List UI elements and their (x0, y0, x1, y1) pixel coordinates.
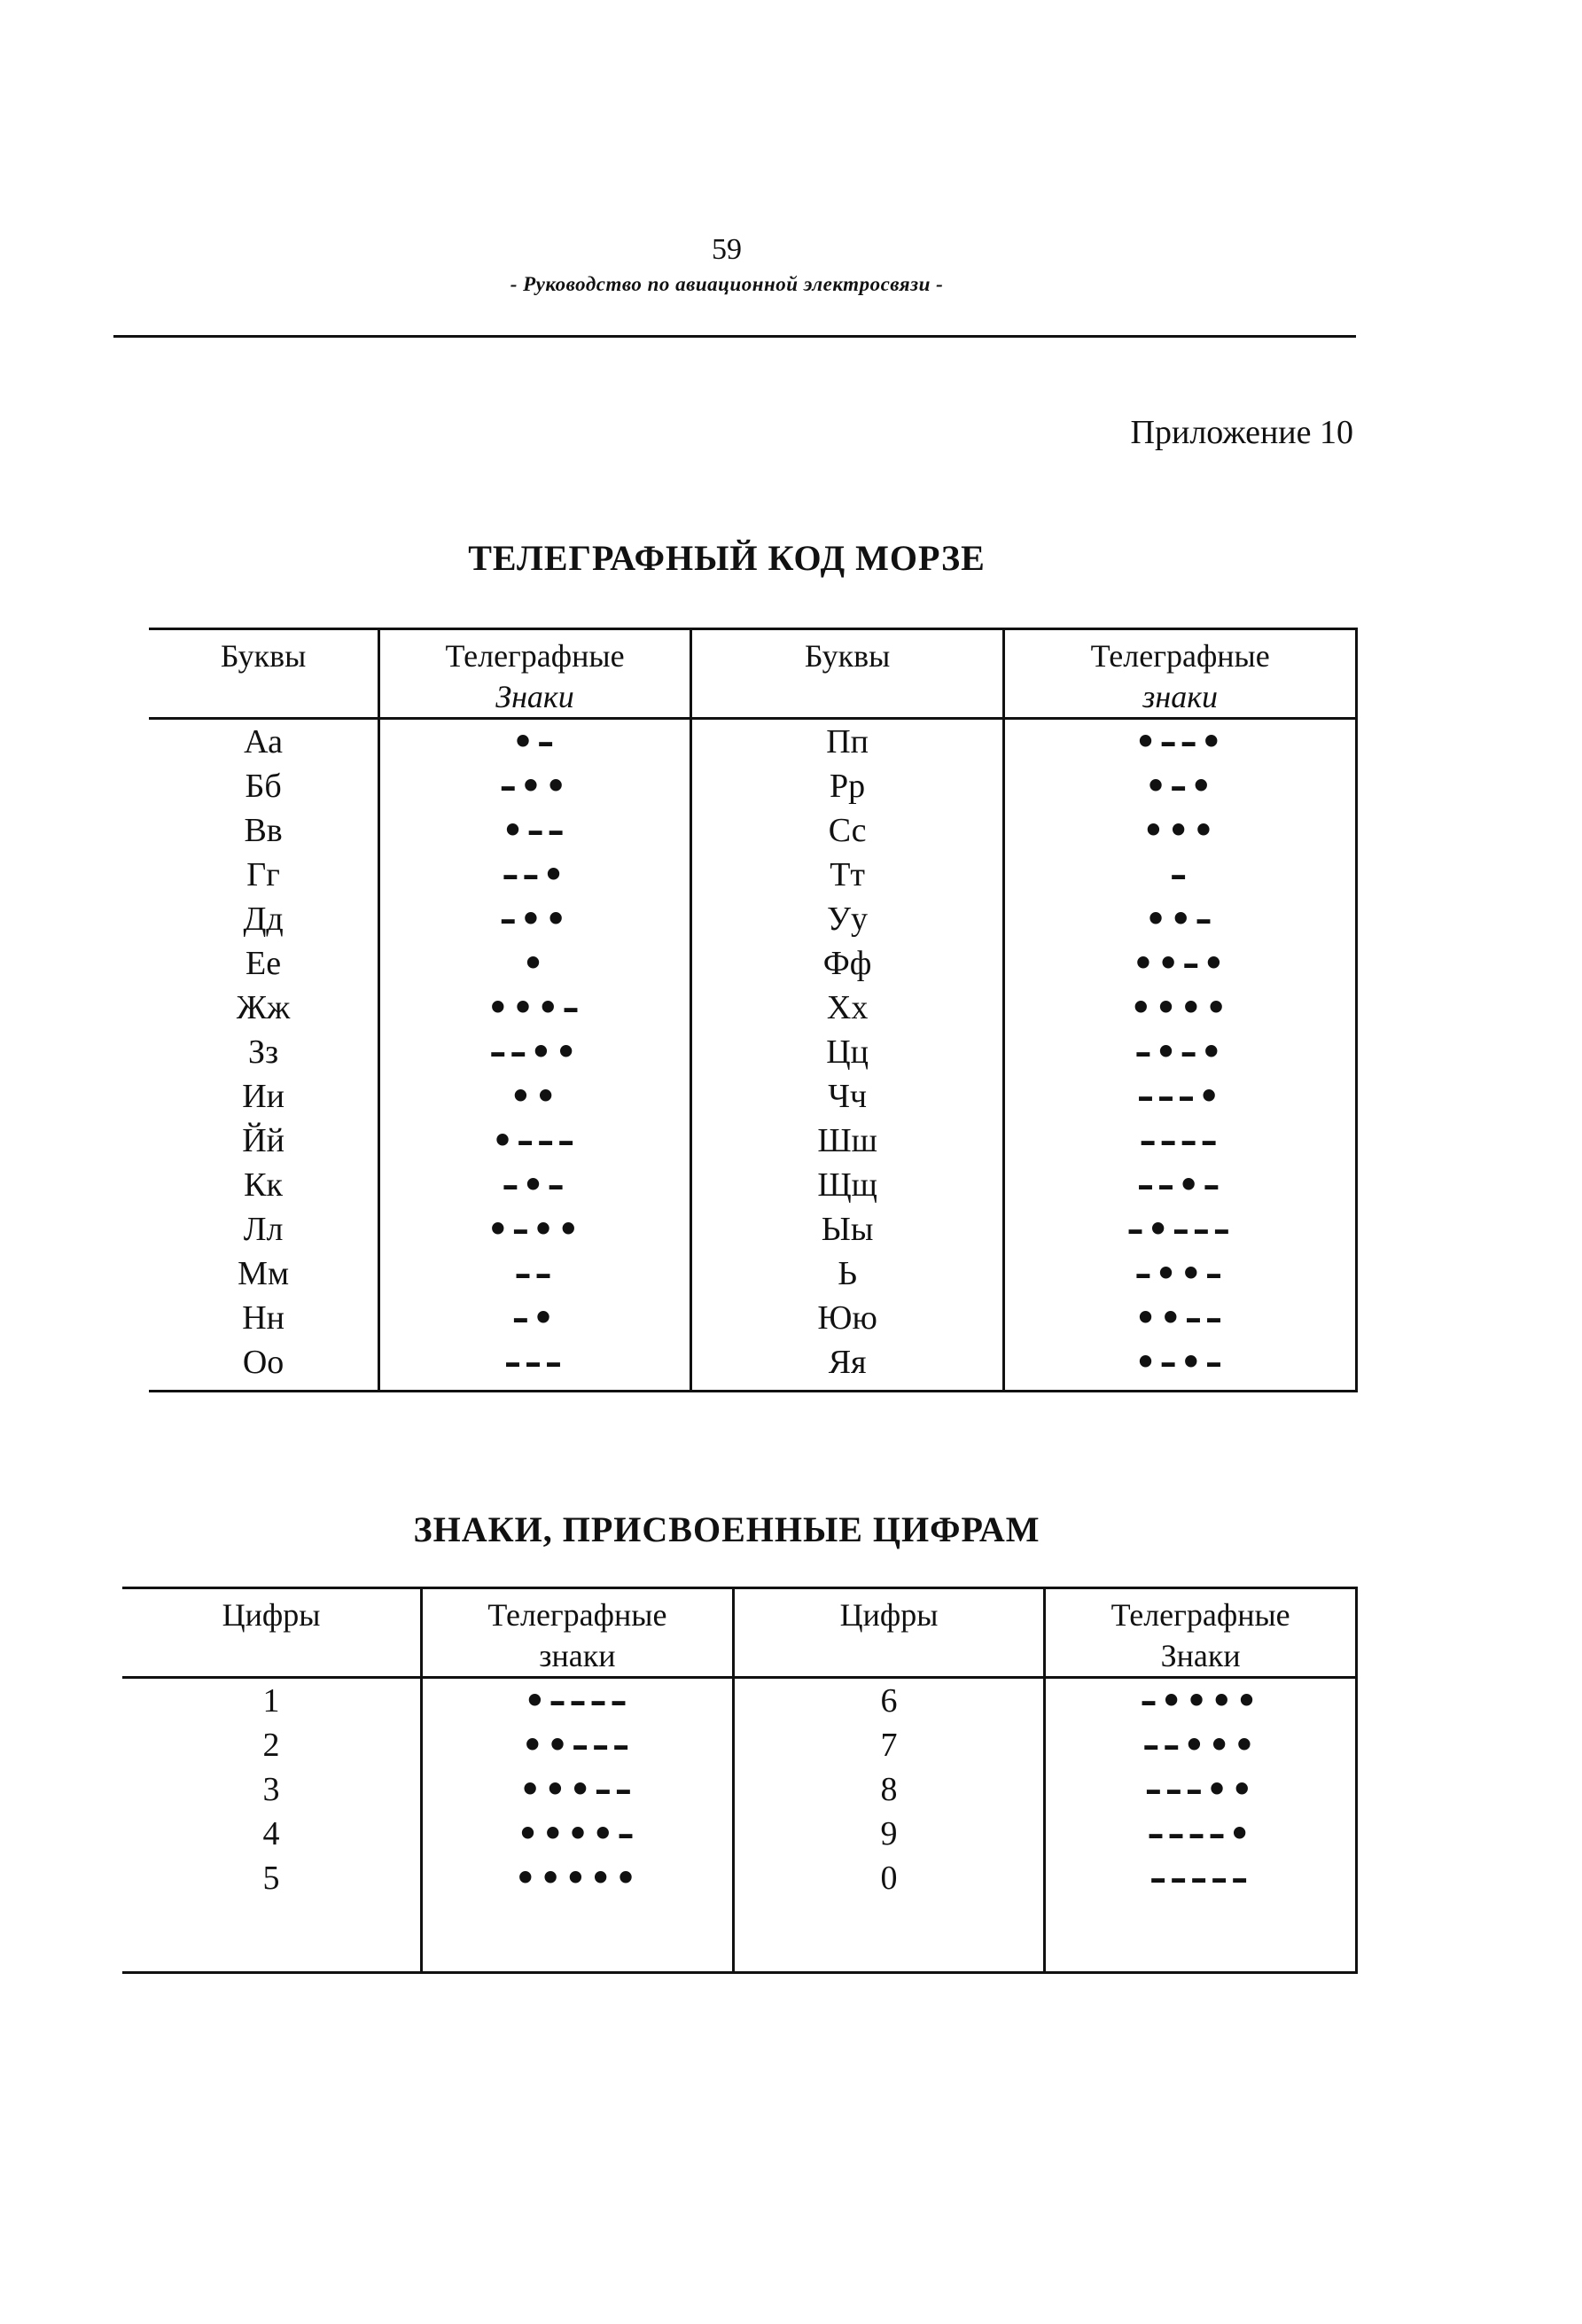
letter-cell: Лл (149, 1207, 379, 1252)
letter-cell: Ыы (690, 1207, 1003, 1252)
letter-cell: Гг (149, 853, 379, 897)
letter-cell: Зз (149, 1030, 379, 1074)
table-row (149, 808, 1357, 853)
letter-cell: Хх (690, 986, 1003, 1030)
table-row (149, 941, 1357, 986)
column-header-signs-right (1004, 629, 1357, 719)
letter-cell: Рр (690, 764, 1003, 808)
morse-code-cell: •••–– (422, 1767, 734, 1812)
morse-code-cell: ••– (1004, 897, 1357, 941)
table-row (149, 1074, 1357, 1119)
morse-code-cell: ––••• (1045, 1723, 1357, 1767)
letter-cell: Сс (690, 808, 1003, 853)
morse-code-cell: –––– (1004, 1119, 1357, 1163)
morse-code-cell: –••– (1004, 1252, 1357, 1296)
letter-cell: Щщ (690, 1163, 1003, 1207)
morse-code-cell: • (379, 941, 691, 986)
morse-code-cell: •–•• (379, 1207, 691, 1252)
table-row (122, 1812, 1357, 1856)
morse-code-cell: •–•– (1004, 1340, 1357, 1392)
digits-morse-table (122, 1587, 1358, 1974)
morse-code-cell: •––– (379, 1119, 691, 1163)
column-header-signs-right-line1: Телеграфные (1090, 638, 1270, 674)
morse-code-cell: –•• (379, 764, 691, 808)
morse-code-cell: –•• (379, 897, 691, 941)
morse-code-cell: ••–• (1004, 941, 1357, 986)
letter-cell: Нн (149, 1296, 379, 1340)
digit-cell: 8 (733, 1767, 1045, 1812)
digit-cell: 9 (733, 1812, 1045, 1856)
morse-code-cell: –•– (379, 1163, 691, 1207)
column-header-digit-signs-right (1045, 1588, 1357, 1678)
letters-section-title: ТЕЛЕГРАФНЫЙ КОД МОРЗЕ (468, 538, 986, 578)
letters-morse-table (149, 628, 1358, 1392)
letter-cell: Юю (690, 1296, 1003, 1340)
digits-table-header-row (122, 1588, 1357, 1678)
table-row (122, 1767, 1357, 1812)
table-row (122, 1723, 1357, 1767)
morse-code-cell: – (1004, 853, 1357, 897)
column-header-digit-signs-right-line2: Знаки (1160, 1638, 1241, 1673)
morse-code-cell: ––•• (379, 1030, 691, 1074)
morse-code-cell: ––––• (1045, 1812, 1357, 1856)
letter-cell: Уу (690, 897, 1003, 941)
header-rule (113, 335, 1356, 338)
table-row (149, 897, 1357, 941)
digit-cell: 6 (733, 1678, 1045, 1724)
table-row (149, 764, 1357, 808)
letter-cell: Оо (149, 1340, 379, 1392)
morse-code-cell: ••••– (422, 1812, 734, 1856)
digits-section-title: ЗНАКИ, ПРИСВОЕННЫЕ ЦИФРАМ (413, 1509, 1040, 1549)
digit-cell: 5 (122, 1856, 422, 1973)
morse-code-cell: –•••• (1045, 1678, 1357, 1724)
letters-table-header-row (149, 629, 1357, 719)
column-header-signs-left (379, 629, 691, 719)
morse-code-cell: ••––– (422, 1723, 734, 1767)
morse-code-cell: •––• (1004, 719, 1357, 765)
letter-cell: Ии (149, 1074, 379, 1119)
column-header-digit-signs-left-line2: знаки (539, 1638, 616, 1673)
column-header-digit-signs-left-line1: Телеграфные (487, 1597, 667, 1633)
table-row (122, 1678, 1357, 1724)
appendix-label: Приложение 10 (1130, 414, 1353, 451)
letter-cell: Вв (149, 808, 379, 853)
letter-cell: Кк (149, 1163, 379, 1207)
digit-cell: 1 (122, 1678, 422, 1724)
morse-code-cell: ––•– (1004, 1163, 1357, 1207)
morse-code-cell: •• (379, 1074, 691, 1119)
letter-cell: Бб (149, 764, 379, 808)
table-row (149, 719, 1357, 765)
digit-cell: 0 (733, 1856, 1045, 1973)
table-row (149, 1252, 1357, 1296)
letter-cell: Тт (690, 853, 1003, 897)
column-header-digit-signs-left (422, 1588, 734, 1678)
morse-code-cell: •–––– (422, 1678, 734, 1724)
letter-cell: Аа (149, 719, 379, 765)
column-header-letters-left: Буквы (149, 629, 379, 719)
table-row (149, 1163, 1357, 1207)
table-row (122, 1856, 1357, 1973)
morse-code-cell: ••••• (422, 1856, 734, 1973)
letter-cell: Ее (149, 941, 379, 986)
morse-code-cell: ––– (379, 1340, 691, 1392)
letter-cell: Чч (690, 1074, 1003, 1119)
letter-cell: Ь (690, 1252, 1003, 1296)
digit-cell: 7 (733, 1723, 1045, 1767)
column-header-digit-signs-right-line1: Телеграфные (1111, 1597, 1290, 1633)
table-row (149, 1030, 1357, 1074)
digit-cell: 2 (122, 1723, 422, 1767)
letter-cell: Дд (149, 897, 379, 941)
digit-cell: 3 (122, 1767, 422, 1812)
column-header-signs-left-line2: Знаки (495, 679, 574, 714)
letter-cell: Йй (149, 1119, 379, 1163)
column-header-digits-left: Цифры (122, 1588, 422, 1678)
table-row (149, 1119, 1357, 1163)
table-row (149, 1207, 1357, 1252)
morse-code-cell: –•––– (1004, 1207, 1357, 1252)
morse-code-cell: –– (379, 1252, 691, 1296)
letter-cell: Мм (149, 1252, 379, 1296)
morse-code-cell: •–– (379, 808, 691, 853)
morse-code-cell: •–• (1004, 764, 1357, 808)
letter-cell: Жж (149, 986, 379, 1030)
column-header-signs-right-line2: знаки (1142, 679, 1219, 714)
morse-code-cell: –––•• (1045, 1767, 1357, 1812)
digit-cell: 4 (122, 1812, 422, 1856)
morse-code-cell: •••– (379, 986, 691, 1030)
table-row (149, 853, 1357, 897)
letter-cell: Шш (690, 1119, 1003, 1163)
column-header-signs-left-line1: Телеграфные (445, 638, 625, 674)
column-header-letters-right: Буквы (690, 629, 1003, 719)
morse-code-cell: ••–– (1004, 1296, 1357, 1340)
morse-code-cell: ••• (1004, 808, 1357, 853)
column-header-digits-right: Цифры (733, 1588, 1045, 1678)
morse-code-cell: ––––– (1045, 1856, 1357, 1973)
morse-code-cell: ––• (379, 853, 691, 897)
page-number: 59 (712, 233, 742, 266)
letter-cell: Яя (690, 1340, 1003, 1392)
morse-code-cell: –• (379, 1296, 691, 1340)
morse-code-cell: –•–• (1004, 1030, 1357, 1074)
morse-code-cell: •– (379, 719, 691, 765)
letter-cell: Цц (690, 1030, 1003, 1074)
table-row (149, 1296, 1357, 1340)
running-head: - Руководство по авиационной электросвязи - (510, 273, 944, 295)
table-row (149, 986, 1357, 1030)
morse-code-cell: •••• (1004, 986, 1357, 1030)
morse-code-cell: –––• (1004, 1074, 1357, 1119)
table-row (149, 1340, 1357, 1392)
letter-cell: Пп (690, 719, 1003, 765)
letter-cell: Фф (690, 941, 1003, 986)
